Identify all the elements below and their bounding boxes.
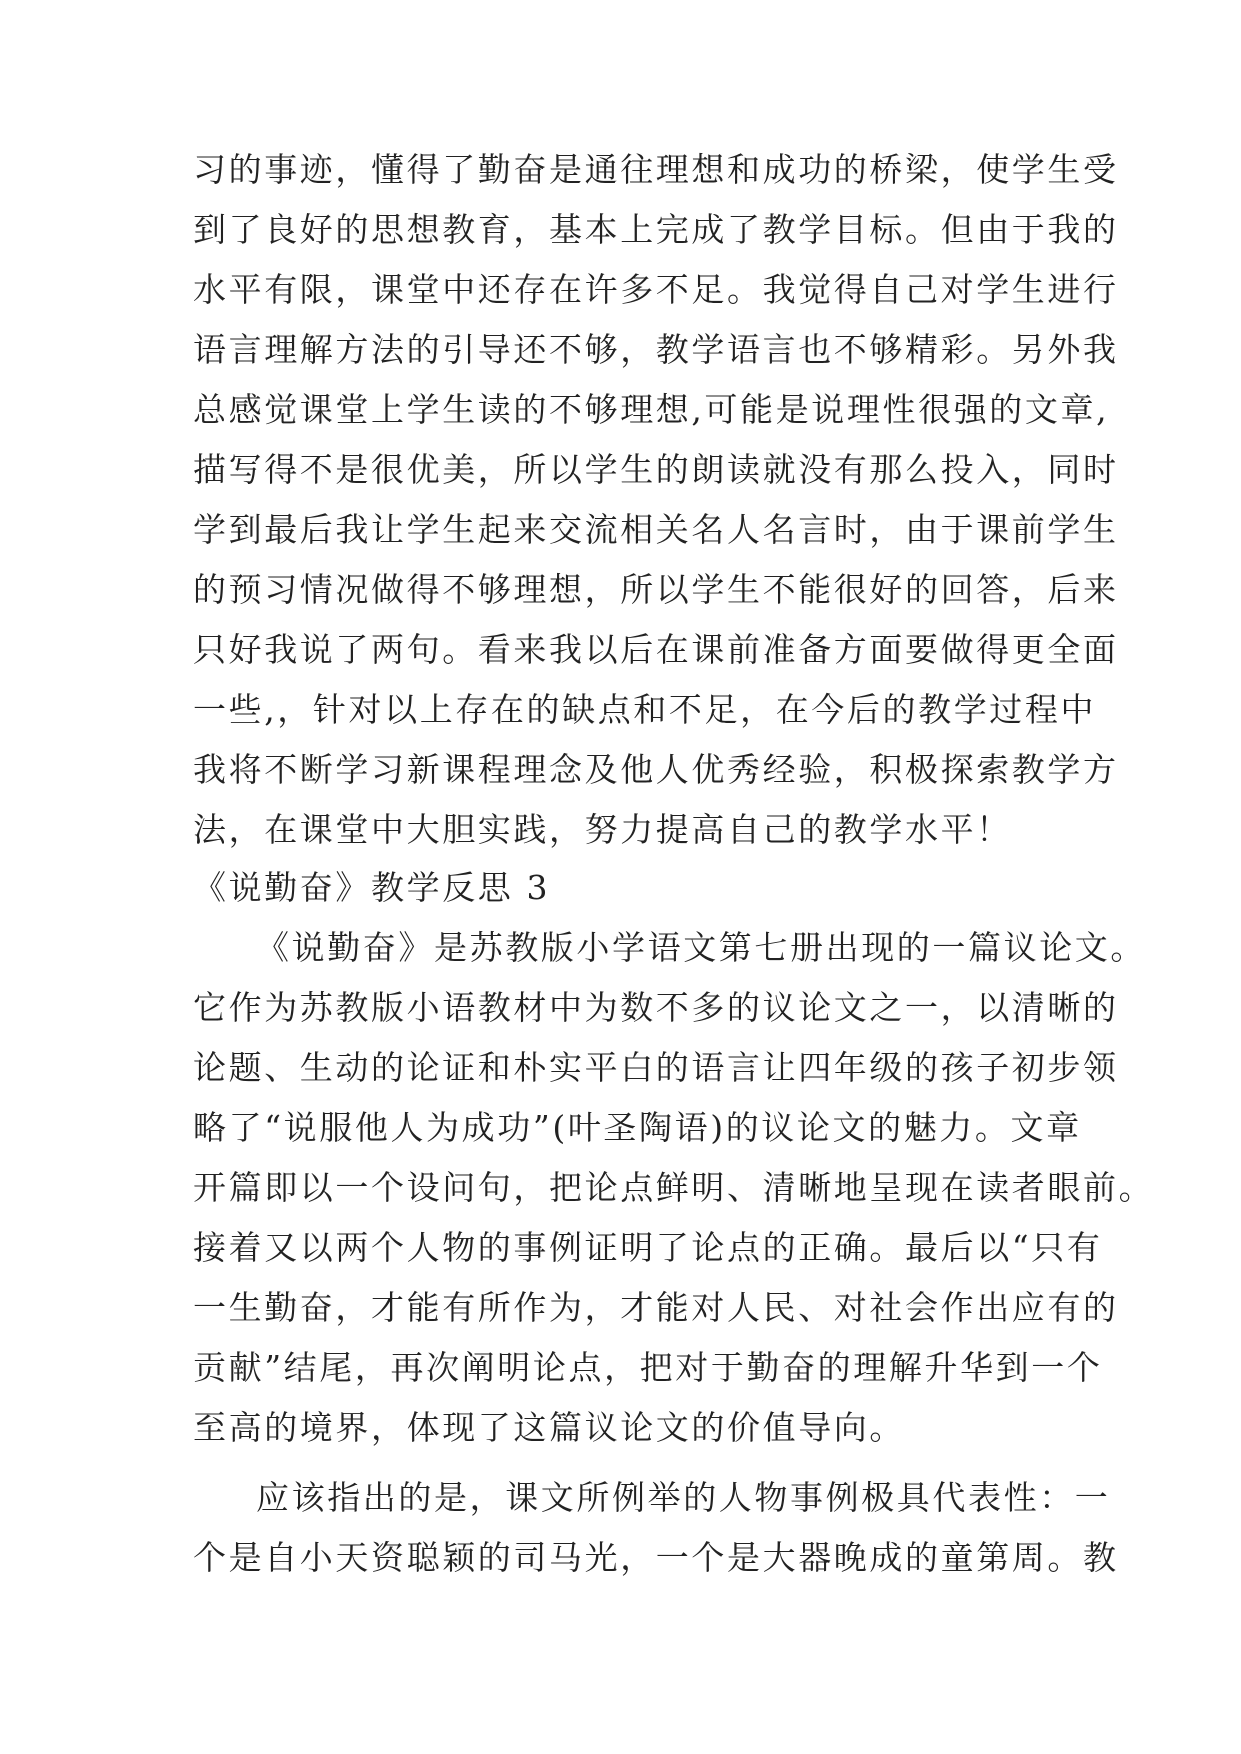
text-line: 接着又以两个人物的事例证明了论点的正确。最后以“只有 [193, 1228, 1103, 1267]
text-line: 一生勤奋，才能有所作为，才能对人民、对社会作出应有的 [193, 1288, 1119, 1327]
text-line: 论题、生动的论证和朴实平白的语言让四年级的孩子初步领 [193, 1048, 1119, 1087]
text-line: 略了“说服他人为成功”(叶圣陶语)的议论文的魅力。文章 [193, 1108, 1082, 1147]
text-line: 到了良好的思想教育，基本上完成了教学目标。但由于我的 [193, 210, 1119, 249]
section-heading: 《说勤奋》教学反思 3 [193, 868, 551, 907]
text-line: 的预习情况做得不够理想，所以学生不能很好的回答，后来 [193, 570, 1119, 609]
text-line: 一些,，针对以上存在的缺点和不足，在今后的教学过程中 [193, 690, 1097, 729]
text-line: 只好我说了两句。看来我以后在课前准备方面要做得更全面 [193, 630, 1119, 669]
text-line: 描写得不是很优美，所以学生的朗读就没有那么投入，同时 [193, 450, 1119, 489]
text-line: 开篇即以一个设问句，把论点鲜明、清晰地呈现在读者眼前。 [193, 1168, 1155, 1207]
text-line: 它作为苏教版小语教材中为数不多的议论文之一，以清晰的 [193, 988, 1119, 1027]
text-line: 至高的境界，体现了这篇议论文的价值导向。 [193, 1408, 905, 1447]
paragraph-first-line: 《说勤奋》是苏教版小学语文第七册出现的一篇议论文。 [256, 928, 1146, 967]
text-line: 我将不断学习新课程理念及他人优秀经验，积极探索教学方 [193, 750, 1119, 789]
text-line: 语言理解方法的引导还不够，教学语言也不够精彩。另外我 [193, 330, 1119, 369]
text-line: 个是自小天资聪颖的司马光，一个是大器晚成的童第周。教 [193, 1538, 1119, 1577]
text-line: 法，在课堂中大胆实践，努力提高自己的教学水平！ [193, 810, 1012, 849]
text-line: 水平有限，课堂中还存在许多不足。我觉得自己对学生进行 [193, 270, 1119, 309]
text-line: 总感觉课堂上学生读的不够理想,可能是说理性很强的文章, [193, 390, 1110, 429]
text-line: 学到最后我让学生起来交流相关名人名言时，由于课前学生 [193, 510, 1119, 549]
text-line: 习的事迹，懂得了勤奋是通往理想和成功的桥梁，使学生受 [193, 150, 1119, 189]
text-line: 贡献”结尾，再次阐明论点，把对于勤奋的理解升华到一个 [193, 1348, 1103, 1387]
paragraph-first-line: 应该指出的是，课文所例举的人物事例极具代表性：一 [256, 1478, 1111, 1517]
